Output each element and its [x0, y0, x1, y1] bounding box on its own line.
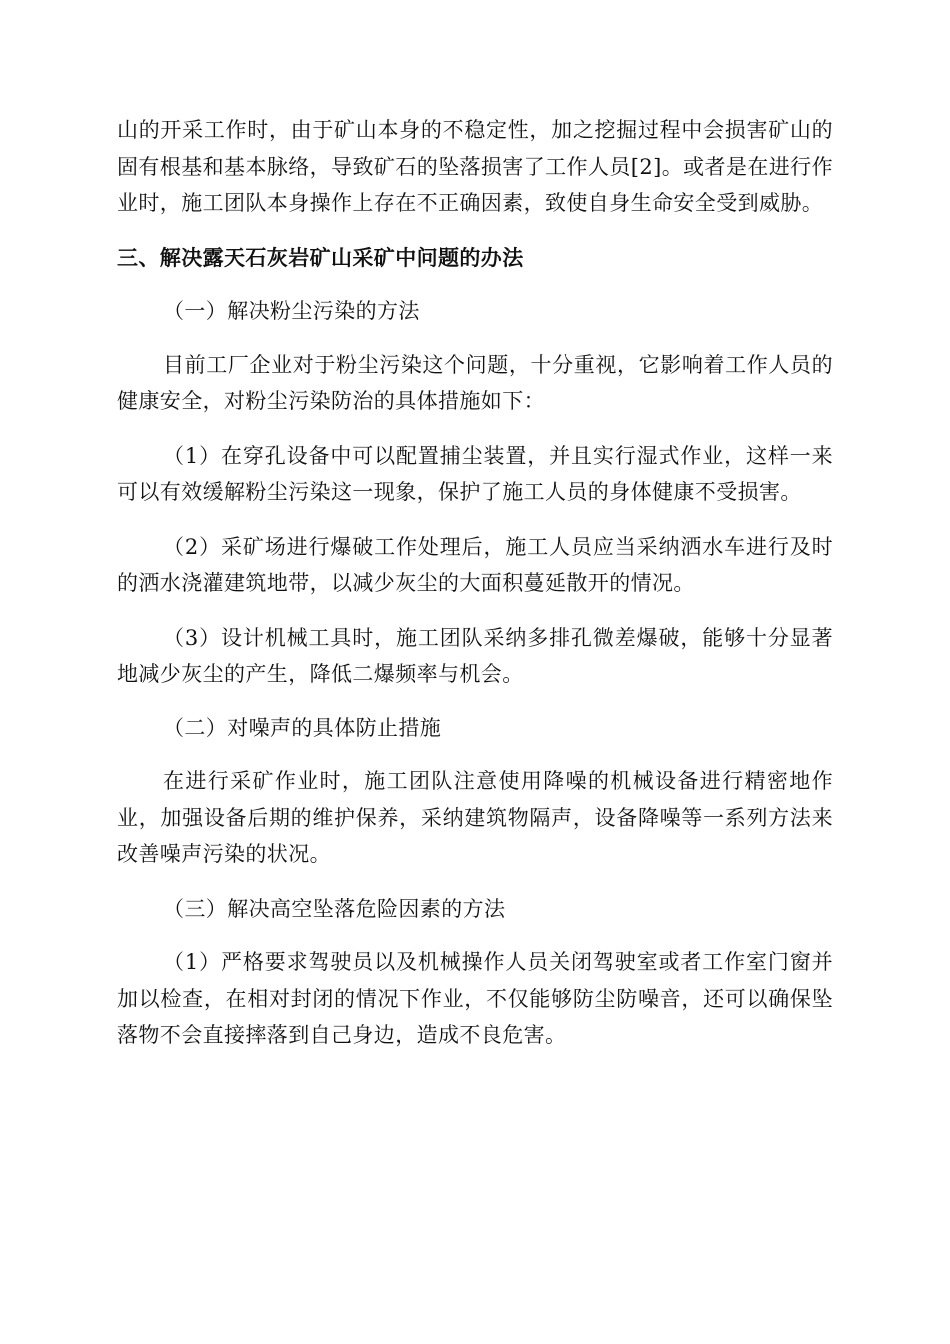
paragraph-fall-measure-1: （1）严格要求驾驶员以及机械操作人员关闭驾驶室或者工作室门窗并加以检查，在相对封闭的情况下作业，不仅能够防尘防噪音，还可以确保坠落物不会直接摔落到自己身边，造成不良危害。 — [117, 950, 833, 1047]
paragraph-noise-measures: 在进行采矿作业时，施工团队注意使用降噪的机械设备进行精密地作业，加强设备后期的维护保养，采纳建筑物隔声，设备降噪等一系列方法来改善噪声污染的状况。 — [117, 769, 833, 866]
subheading-fall-hazard: （三）解决高空坠落危险因素的方法 — [163, 896, 506, 921]
paragraph-dust-measure-3: （3）设计机械工具时，施工团队采纳多排孔微差爆破，能够十分显著地减少灰尘的产生，降低二爆频率与机会。 — [117, 625, 833, 686]
paragraph-dust-measure-2: （2）采矿场进行爆破工作处理后，施工人员应当采纳洒水车进行及时的洒水浇灌建筑地带，以减少灰尘的大面积蔓延散开的情况。 — [117, 534, 833, 595]
subheading-noise-prevention: （二）对噪声的具体防止措施 — [163, 715, 442, 740]
section-heading-3: 三、解决露天石灰岩矿山采矿中问题的办法 — [117, 244, 524, 270]
document-page — [117, 112, 833, 1054]
paragraph-dust-intro: 目前工厂企业对于粉尘污染这个问题，十分重视，它影响着工作人员的健康安全，对粉尘污染防治的具体措施如下： — [117, 352, 833, 413]
paragraph-mining-hazards: 山的开采工作时，由于矿山本身的不稳定性，加之挖掘过程中会损害矿山的固有根基和基本脉络，导致矿石的坠落损害了工作人员[2]。或者是在进行作业时，施工团队本身操作上存在不正确因素，致使自身生命安全受到威胁。 — [117, 118, 833, 215]
subheading-dust-pollution: （一）解决粉尘污染的方法 — [163, 299, 420, 323]
paragraph-dust-measure-1: （1）在穿孔设备中可以配置捕尘装置，并且实行湿式作业，这样一来可以有效缓解粉尘污染这一现象，保护了施工人员的身体健康不受损害。 — [117, 443, 833, 504]
